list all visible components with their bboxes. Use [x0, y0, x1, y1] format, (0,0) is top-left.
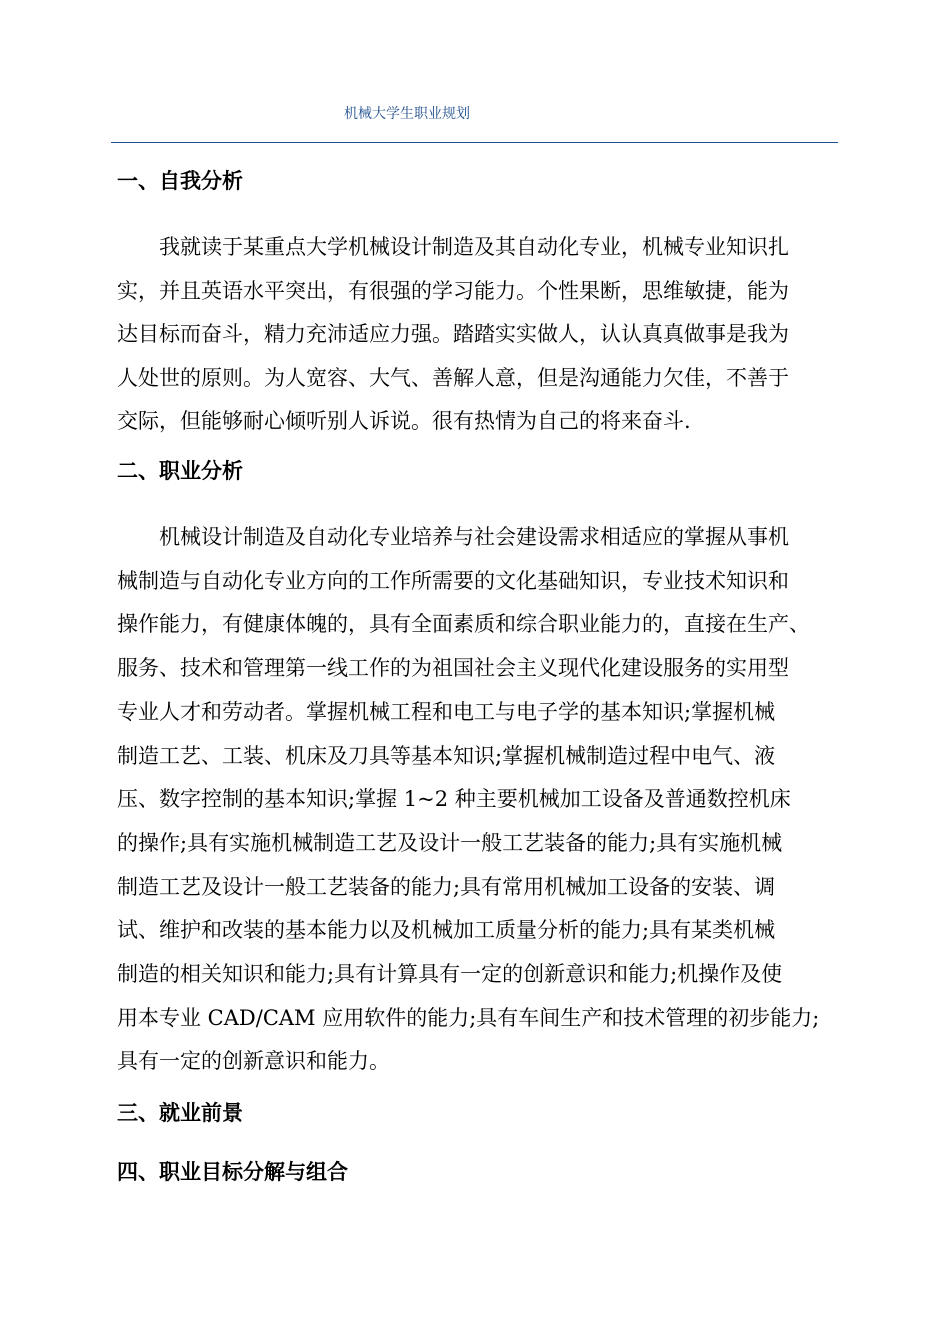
paragraph-line: 制造工艺、工装、机床及刀具等基本知识;掌握机械制造过程中电气、液: [117, 743, 776, 768]
section-heading-self-analysis: 一、自我分析: [117, 169, 243, 193]
paragraph-line: 专业人才和劳动者。掌握机械工程和电工与电子学的基本知识;掌握机械: [117, 699, 776, 724]
paragraph-line: 实，并且英语水平突出，有很强的学习能力。个性果断，思维敏捷，能为: [117, 278, 789, 303]
paragraph-line: 试、维护和改装的基本能力以及机械加工质量分析的能力;具有某类机械: [117, 918, 776, 943]
paragraph-line: 人处世的原则。为人宽容、大气、善解人意，但是沟通能力欠佳，不善于: [117, 365, 789, 390]
paragraph-line: 服务、技术和管理第一线工作的为祖国社会主义现代化建设服务的实用型: [117, 656, 789, 681]
paragraph-line: 械制造与自动化专业方向的工作所需要的文化基础知识，专业技术知识和: [117, 568, 789, 593]
section-heading-career-goals: 四、职业目标分解与组合: [117, 1160, 348, 1184]
paragraph-line: 操作能力，有健康体魄的，具有全面素质和综合职业能力的，直接在生产、: [117, 612, 810, 637]
paragraph-line: 压、数字控制的基本知识;掌握 1~2 种主要机械加工设备及普通数控机床: [117, 787, 791, 812]
paragraph-line: 制造工艺及设计一般工艺装备的能力;具有常用机械加工设备的安装、调: [117, 874, 776, 899]
paragraph-line: 交际，但能够耐心倾听别人诉说。很有热情为自己的将来奋斗.: [117, 409, 691, 433]
section-paragraph-career-analysis: [117, 516, 819, 1084]
paragraph-line: 用本专业 CAD/CAM 应用软件的能力;具有车间生产和技术管理的初步能力;: [117, 1005, 820, 1030]
running-header-title: 机械大学生职业规划: [344, 106, 470, 122]
section-paragraph-self-analysis: [117, 226, 789, 444]
section-heading-career-analysis: 二、职业分析: [117, 459, 243, 483]
paragraph-line: 机械设计制造及自动化专业培养与社会建设需求相适应的掌握从事机: [117, 525, 789, 549]
paragraph-line: 的操作;具有实施机械制造工艺及设计一般工艺装备的能力;具有实施机械: [117, 830, 783, 855]
header-divider: [111, 142, 838, 143]
paragraph-line: 具有一定的创新意识和能力。: [117, 1049, 390, 1074]
paragraph-line: 达目标而奋斗，精力充沛适应力强。踏踏实实做人，认认真真做事是我为: [117, 322, 789, 346]
section-heading-employment-prospects: 三、就业前景: [117, 1101, 243, 1125]
paragraph-line: 我就读于某重点大学机械设计制造及其自动化专业，机械专业知识扎: [117, 235, 789, 259]
paragraph-line: 制造的相关知识和能力;具有计算具有一定的创新意识和能力;机操作及使: [117, 962, 783, 987]
